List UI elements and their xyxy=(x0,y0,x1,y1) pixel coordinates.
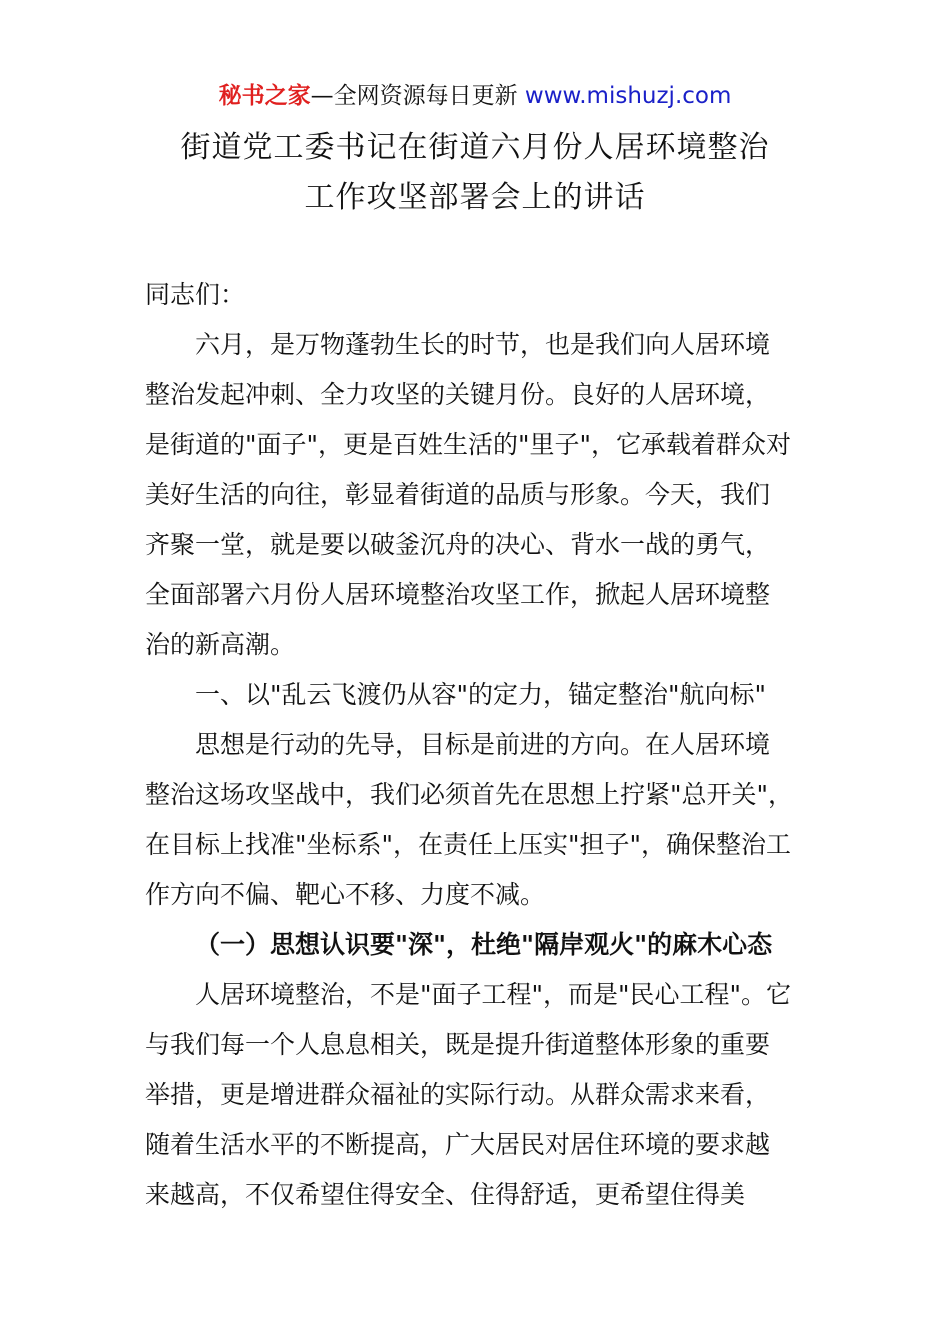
paragraph-line: 美好生活的向往，彰显着街道的品质与形象。今天，我们 xyxy=(145,480,771,509)
document-title-line-2: 工作攻坚部署会上的讲话 xyxy=(304,180,646,215)
paragraph-line: 治的新高潮。 xyxy=(145,630,296,659)
header-tagline: —全网资源每日更新 xyxy=(310,83,525,109)
site-header xyxy=(0,80,950,112)
paragraph-line: 六月，是万物蓬勃生长的时节，也是我们向人居环境 xyxy=(195,330,771,359)
document-body xyxy=(145,270,825,1220)
document-title-line-1: 街道党工委书记在街道六月份人居环境整治 xyxy=(180,130,770,165)
paragraph-line: 来越高，不仅希望住得安全、住得舒适，更希望住得美 xyxy=(145,1180,746,1209)
paragraph-line: 是街道的"面子"，更是百姓生活的"里子"，它承载着群众对 xyxy=(145,430,791,459)
paragraph-line: 举措，更是增进群众福祉的实际行动。从群众需求来看， xyxy=(145,1080,771,1109)
paragraph-line: 思想是行动的先导，目标是前进的方向。在人居环境 xyxy=(195,730,771,759)
subsection-heading-1: （一）思想认识要"深"，杜绝"隔岸观火"的麻木心态 xyxy=(195,930,773,959)
brand-name: 秘书之家 xyxy=(218,83,311,109)
paragraph-line: 人居环境整治，不是"面子工程"，而是"民心工程"。它 xyxy=(195,980,791,1009)
site-url-link[interactable]: www.mishuzj.com xyxy=(524,83,732,109)
paragraph-line: 整治这场攻坚战中，我们必须首先在思想上拧紧"总开关"， xyxy=(145,780,794,809)
salutation: 同志们： xyxy=(145,280,246,309)
paragraph-line: 作方向不偏、靶心不移、力度不减。 xyxy=(145,880,546,909)
paragraph-line: 齐聚一堂，就是要以破釜沉舟的决心、背水一战的勇气， xyxy=(145,530,771,559)
paragraph-line: 随着生活水平的不断提高，广大居民对居住环境的要求越 xyxy=(145,1130,771,1159)
paragraph-line: 全面部署六月份人居环境整治攻坚工作，掀起人居环境整 xyxy=(145,580,771,609)
paragraph-line: 在目标上找准"坐标系"，在责任上压实"担子"，确保整治工 xyxy=(145,830,791,859)
paragraph-line: 整治发起冲刺、全力攻坚的关键月份。良好的人居环境， xyxy=(145,380,771,409)
section-heading-1: 一、以"乱云飞渡仍从容"的定力，锚定整治"航向标" xyxy=(195,680,766,709)
paragraph-line: 与我们每一个人息息相关，既是提升街道整体形象的重要 xyxy=(145,1030,771,1059)
